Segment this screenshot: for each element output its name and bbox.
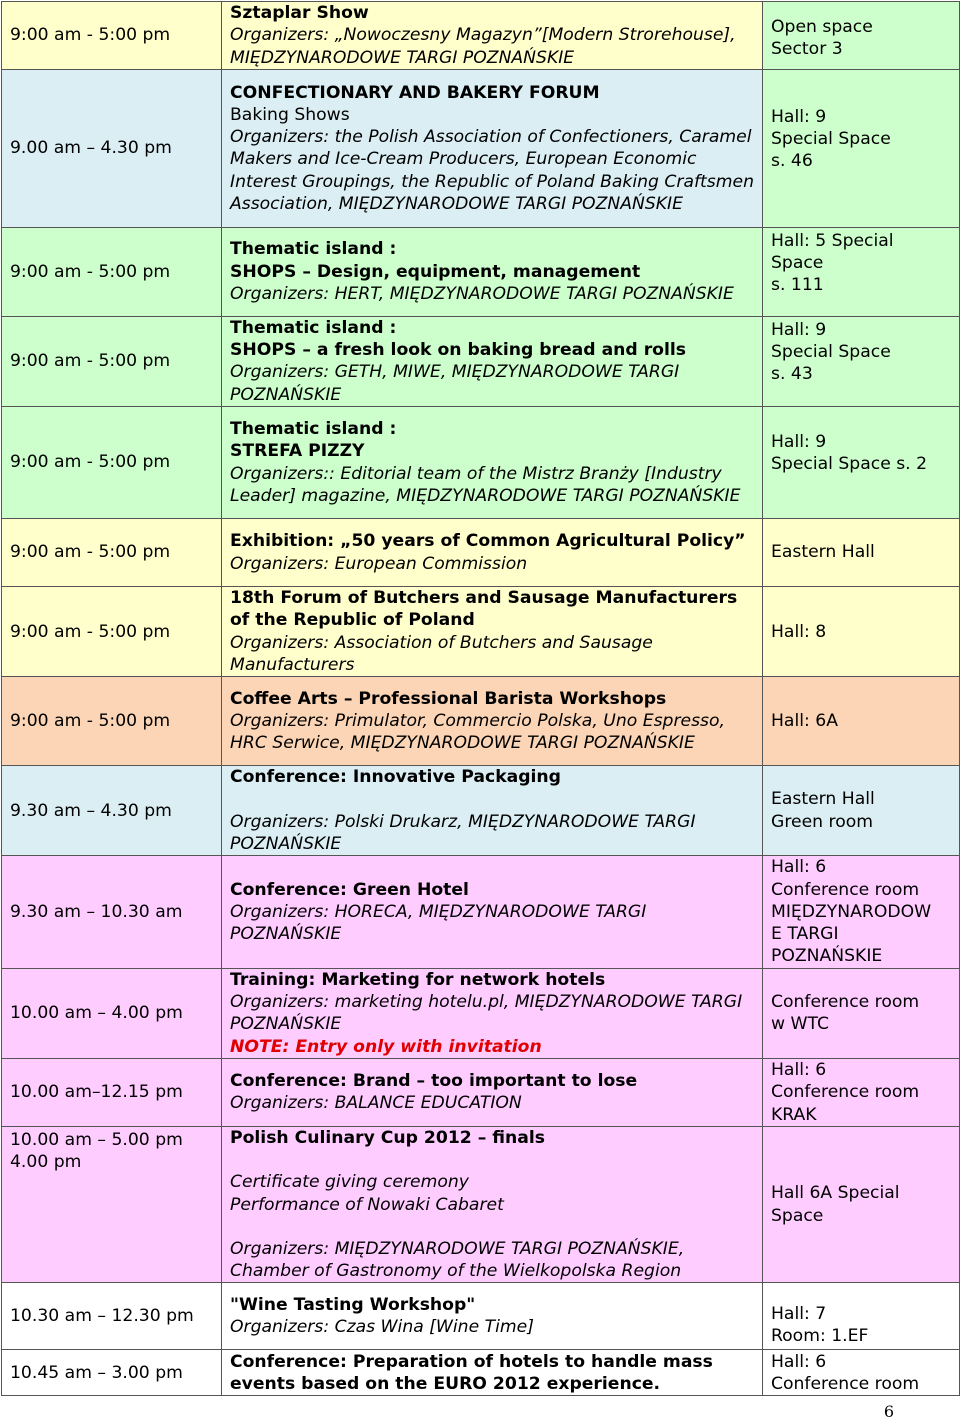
venue-cell (763, 2, 960, 70)
event-title: Conference: Brand – too important to lose (230, 1071, 638, 1092)
time-cell: 9.30 am – 10.30 am (2, 856, 222, 968)
page-number: 6 (883, 1402, 894, 1421)
time-cell: 9.00 am – 4.30 pm (2, 69, 222, 227)
event-cell (222, 227, 763, 316)
venue-line: Special Space s. 2 (771, 454, 928, 475)
event-title: Conference: Innovative Packaging (230, 767, 561, 788)
time-cell: 10.30 am – 12.30 pm (2, 1283, 222, 1350)
venue-line: s. 43 (771, 364, 813, 385)
venue-line: Room: 1.EF (771, 1326, 869, 1347)
venue-line: Eastern Hall (771, 789, 875, 810)
time-cell: 10.45 am – 3.00 pm (2, 1350, 222, 1396)
venue-line: Hall: 6 (771, 1351, 827, 1372)
venue-line: Hall: 9 (771, 106, 827, 127)
table-row (2, 227, 960, 316)
event-title: CONFECTIONARY AND BAKERY FORUM (230, 82, 600, 103)
table-row (2, 677, 960, 766)
table-row (2, 407, 960, 519)
venue-cell (763, 1058, 960, 1126)
event-organizers: Organizers: the Polish Association of Confectioners, Caramel Makers and Ice-Cream Producers, European Economic Interest Groupings, the Republic of Poland Baking Craftsmen Association, MIĘDZYNARODOWE TARGI POZNAŃSKIE (230, 127, 754, 214)
event-title: Exhibition: „50 years of Common Agricultural Policy” (230, 531, 746, 552)
time-cell: 9:00 am - 5:00 pm (2, 407, 222, 519)
venue-line: Sector 3 (771, 39, 843, 60)
time-cell: 10.00 am – 4.00 pm (2, 968, 222, 1058)
table-row (2, 519, 960, 587)
venue-cell (763, 519, 960, 587)
table-row (2, 856, 960, 968)
venue-line: Conference room (771, 1082, 920, 1103)
table-row (2, 1350, 960, 1396)
venue-line: Special Space (771, 129, 891, 150)
time-cell: 10.00 am–12.15 pm (2, 1058, 222, 1126)
time-cell: 9:00 am - 5:00 pm (2, 316, 222, 406)
venue-line: POZNAŃSKIE (771, 946, 883, 967)
event-title: Training: Marketing for network hotels (230, 969, 606, 990)
table-row (2, 968, 960, 1058)
venue-cell (763, 587, 960, 677)
event-organizers: Organizers: HERT, MIĘDZYNARODOWE TARGI POZNAŃSKIE (230, 284, 734, 305)
event-kicker: Thematic island : (230, 418, 397, 439)
table-row (2, 587, 960, 677)
event-subtitle: Baking Shows (230, 104, 350, 125)
event-organizers: Organizers:: Editorial team of the Mistrz Branży [Industry Leader] magazine, MIĘDZYNARODOWE TARGI POZNAŃSKIE (230, 463, 741, 506)
time-cell: 9:00 am - 5:00 pm (2, 2, 222, 70)
venue-line: Hall: 8 (771, 621, 827, 642)
event-organizers: Organizers: HORECA, MIĘDZYNARODOWE TARGI POZNAŃSKIE (230, 901, 647, 945)
venue-cell (763, 766, 960, 856)
event-cell (222, 519, 763, 587)
event-title: STREFA PIZZY (230, 441, 365, 462)
venue-line: Hall: 6 (771, 1059, 827, 1080)
event-kicker: Thematic island : (230, 239, 397, 260)
event-cell (222, 1350, 763, 1396)
event-cell (222, 766, 763, 856)
venue-line: Hall: 7 (771, 1303, 827, 1324)
event-title: SHOPS – a fresh look on baking bread and rolls (230, 340, 686, 361)
event-organizers: Organizers: MIĘDZYNARODOWE TARGI POZNAŃSKIE, Chamber of Gastronomy of the Wielkopolska Region (230, 1238, 685, 1282)
event-cell (222, 677, 763, 766)
venue-cell (763, 677, 960, 766)
venue-cell (763, 968, 960, 1058)
venue-line: Hall: 6 (771, 857, 827, 878)
event-line: Performance of Nowaki Cabaret (230, 1194, 504, 1215)
time-cell: 9:00 am - 5:00 pm (2, 227, 222, 316)
event-organizers: Organizers: BALANCE EDUCATION (230, 1093, 522, 1114)
table-row (2, 69, 960, 227)
table-row (2, 2, 960, 70)
event-title: Conference: Green Hotel (230, 879, 469, 900)
venue-line: Space (771, 253, 824, 274)
time-cell (2, 1126, 222, 1282)
event-title: Conference: Preparation of hotels to handle mass events based on the EURO 2012 experience. (230, 1351, 713, 1394)
time-line: 4.00 pm (10, 1152, 82, 1173)
venue-cell (763, 1283, 960, 1350)
venue-line: Space (771, 1205, 824, 1226)
venue-line: Hall: 6A (771, 711, 838, 732)
venue-line: MIĘDZYNARODOW (771, 901, 932, 922)
event-cell (222, 69, 763, 227)
venue-line: w WTC (771, 1014, 830, 1035)
venue-line: Conference room (771, 1373, 920, 1394)
event-organizers: Organizers: marketing hotelu.pl, MIĘDZYNARODOWE TARGI POZNAŃSKIE (230, 992, 743, 1035)
event-title: "Wine Tasting Workshop" (230, 1295, 476, 1316)
time-line: 10.00 am – 5.00 pm (10, 1129, 183, 1150)
venue-cell (763, 316, 960, 406)
event-kicker: Thematic island : (230, 317, 397, 338)
table-row (2, 1126, 960, 1282)
event-title: Polish Culinary Cup 2012 – finals (230, 1127, 545, 1148)
event-cell (222, 1126, 763, 1282)
venue-line: s. 46 (771, 151, 813, 172)
time-cell: 9:00 am - 5:00 pm (2, 519, 222, 587)
venue-cell (763, 856, 960, 968)
venue-cell (763, 1126, 960, 1282)
table-row (2, 316, 960, 406)
venue-line: Hall: 9 (771, 319, 827, 340)
venue-line: s. 111 (771, 275, 824, 296)
event-title: Coffee Arts – Professional Barista Workshops (230, 688, 667, 709)
event-organizers: Organizers: GETH, MIWE, MIĘDZYNARODOWE TARGI POZNAŃSKIE (230, 362, 680, 405)
venue-line: Conference room (771, 879, 920, 900)
venue-line: KRAK (771, 1104, 817, 1125)
venue-cell (763, 69, 960, 227)
table-row (2, 1283, 960, 1350)
event-cell (222, 1283, 763, 1350)
event-cell (222, 2, 763, 70)
event-cell (222, 1058, 763, 1126)
event-organizers: Organizers: Polski Drukarz, MIĘDZYNARODOWE TARGI POZNAŃSKIE (230, 811, 696, 854)
event-organizers: Organizers: Primulator, Commercio Polska, Uno Espresso, HRC Serwice, MIĘDZYNARODOWE TARGI POZNAŃSKIE (230, 711, 725, 754)
venue-line: Hall 6A Special (771, 1183, 900, 1204)
event-title: Sztaplar Show (230, 3, 369, 23)
venue-line: Conference room (771, 992, 920, 1013)
time-cell: 9.30 am – 4.30 pm (2, 766, 222, 856)
venue-cell (763, 407, 960, 519)
event-line: Certificate giving ceremony (230, 1172, 469, 1193)
venue-line: Eastern Hall (771, 542, 875, 563)
event-title: 18th Forum of Butchers and Sausage Manufacturers of the Republic of Poland (230, 588, 738, 631)
venue-line: Green room (771, 811, 873, 832)
venue-cell (763, 1350, 960, 1396)
venue-line: Open space (771, 17, 873, 37)
event-cell (222, 316, 763, 406)
venue-cell (763, 227, 960, 316)
event-cell (222, 407, 763, 519)
time-cell: 9:00 am - 5:00 pm (2, 587, 222, 677)
event-cell (222, 587, 763, 677)
event-organizers: Organizers: „Nowoczesny Magazyn”[Modern Strorehouse], MIĘDZYNARODOWE TARGI POZNAŃSKIE (230, 25, 736, 68)
event-organizers: Organizers: European Commission (230, 553, 528, 574)
event-note: NOTE: Entry only with invitation (230, 1036, 542, 1057)
event-organizers: Organizers: Czas Wina [Wine Time] (230, 1317, 534, 1338)
venue-line: Hall: 9 (771, 432, 827, 453)
event-organizers: Organizers: Association of Butchers and Sausage Manufacturers (230, 632, 653, 675)
time-cell: 9:00 am - 5:00 pm (2, 677, 222, 766)
table-row (2, 766, 960, 856)
event-title: SHOPS – Design, equipment, management (230, 261, 641, 282)
venue-line: E TARGI (771, 924, 839, 945)
table-row (2, 1058, 960, 1126)
venue-line: Special Space (771, 342, 891, 363)
venue-line: Hall: 5 Special (771, 230, 894, 251)
event-cell (222, 968, 763, 1058)
event-cell (222, 856, 763, 968)
schedule-table (1, 1, 960, 1396)
